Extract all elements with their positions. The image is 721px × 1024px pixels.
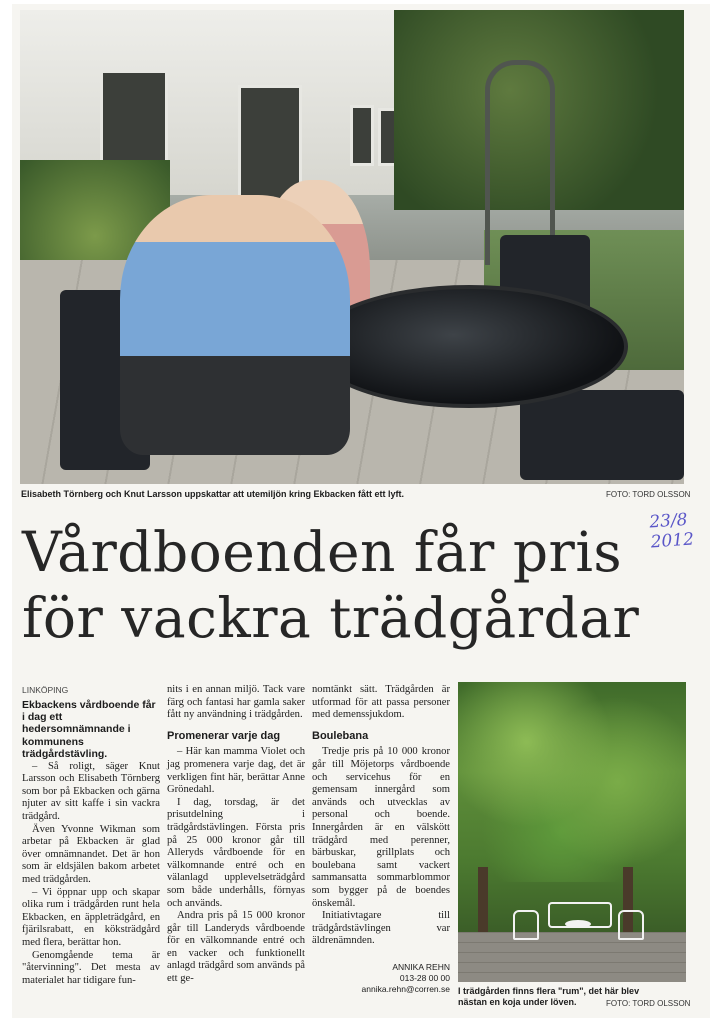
dateline: LINKÖPING [22, 685, 69, 695]
subheading: Promenerar varje dag [167, 729, 281, 742]
paragraph: Andra pris på 15 000 kronor går till Landeryds vårdboende för en välkomnande entré och en vacker och funktionellt anlagd trädgård som används på ett ge- [167, 910, 305, 985]
paragraph: – Så roligt, säger Knut Larsson och Elisabeth Törnberg som bor på Ekbacken och gärna njuter av sitt kaffe i sin vackra trädgård. [22, 760, 160, 822]
paragraph: Även Yvonne Wikman som arbetar på Ekbacken är glad över omnämnandet. Det är hon som är eldsjälen bakom arbetet med trädgården. [22, 823, 160, 885]
paragraph: nomtänkt sätt. Trädgården är utformad för att passa personer med demenssjukdom. [312, 684, 450, 721]
paragraph: Tredje pris på 10 000 kronor går till Möjetorps vårdboende och servicehus för en gemensam innergård som används och utvecklas av personal och boende. Innergården är en välskött trädgård med perenner, bärbuskar, grillplats och boulebana samt vackert sammansatta sommarblommor som bygger på de boendes önskemål. [312, 746, 450, 909]
headline-line-1: Vårdboenden får pris [22, 520, 623, 584]
paving [458, 932, 686, 982]
paragraph: Genomgående tema är "återvinning". Det mesta av materialet har tidigare fun- [22, 949, 160, 986]
bottom-photo-caption: I trädgården finns flera "rum", det här blev nästan en koja under löven. [458, 986, 640, 1007]
subheading: Boulebana [312, 729, 369, 742]
bottom-photo-credit: FOTO: TORD OLSSON [606, 999, 691, 1008]
article-column-1 [22, 684, 160, 987]
headline-line-2: för vackra trädgårdar [22, 586, 640, 650]
top-photo-caption: Elisabeth Törnberg och Knut Larsson uppskattar att utemiljön kring Ekbacken fått ett lyft. [21, 489, 405, 499]
leaf-canopy [458, 682, 686, 882]
paragraph: I dag, torsdag, är det prisutdelning i trädgårdstävlingen. Första pris på 25 000 kronor går till Alleryds vårdboende för en välkomnande entré och en välanlagd upplevelseträdgård som både underhålls, förnyas och används. [167, 796, 305, 909]
byline-email: annika.rehn@corren.se [361, 983, 450, 994]
bottom-photo [458, 682, 686, 982]
white-table [565, 920, 591, 928]
top-photo-credit: FOTO: TORD OLSSON [606, 490, 691, 499]
glass-table [310, 285, 628, 408]
paragraph: – Här kan mamma Violet och jag promenera varje dag, det är verkligen fint här, berättar Anne Grönedahl. [167, 746, 305, 796]
article-column-3 [312, 684, 450, 995]
top-photo [20, 10, 684, 484]
article-column-2 [167, 684, 305, 986]
man-figure [120, 195, 350, 455]
paragraph: nits i en annan miljö. Tack vare färg och fantasi har gamla saker fått ny användning i trädgården. [167, 684, 305, 721]
white-chair [513, 910, 539, 940]
article-lead: Ekbackens vårdboende får i dag ett hedersomnämnande i kommunens trädgårdstävling. [22, 698, 156, 761]
byline-phone: 013-28 00 00 [399, 972, 450, 983]
handwritten-date: 23/8 2012 [648, 509, 695, 553]
paragraph: – Vi öppnar upp och skapar olika rum i trädgården runt hela Ekbacken, en äppleträdgård, en fjärilsrabatt, en köksträdgård med flera, berättar hon. [22, 886, 160, 948]
chair [520, 390, 684, 480]
byline-name: ANNIKA REHN [392, 961, 450, 972]
white-chair [618, 910, 644, 940]
door [238, 85, 302, 201]
paragraph: Initiativtagare till trädgårdstävlingen var äldrenämnden. [312, 910, 450, 947]
window [350, 105, 374, 166]
